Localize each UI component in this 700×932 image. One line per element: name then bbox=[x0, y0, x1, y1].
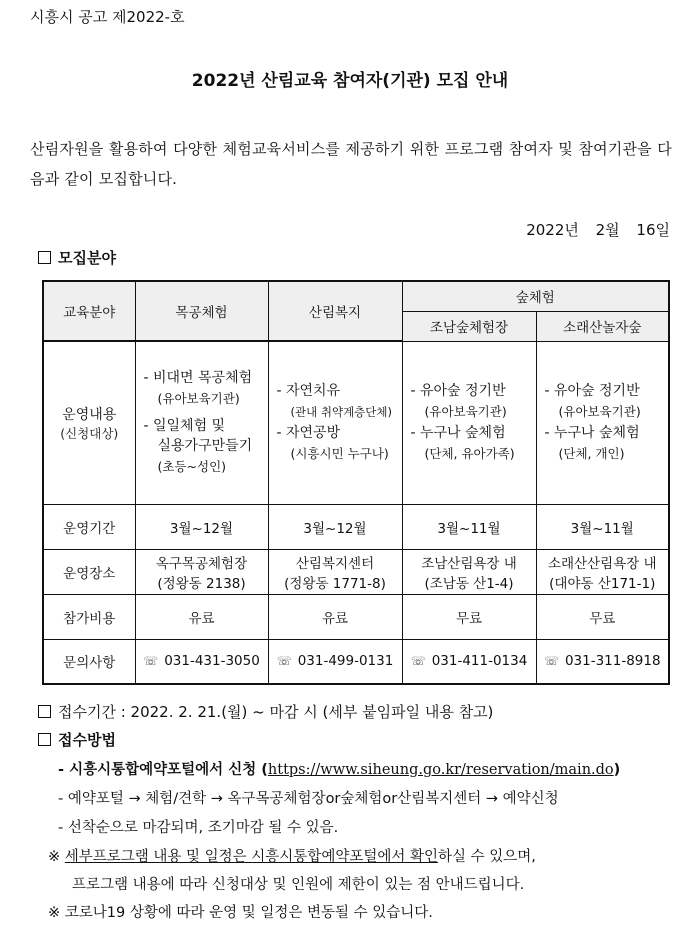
period-welfare: 3월~12월 bbox=[268, 504, 402, 549]
list-item: - 누구나 숲체험 bbox=[410, 424, 506, 441]
checkbox-square-icon bbox=[38, 705, 51, 718]
reservation-portal-link[interactable]: https://www.siheung.go.kr/reservation/main.do bbox=[267, 762, 614, 778]
content-jonam bbox=[402, 341, 536, 504]
list-item-sub: (단체, 개인) bbox=[558, 445, 625, 461]
contact-welfare bbox=[268, 639, 402, 684]
place-welfare bbox=[268, 549, 402, 594]
header-forest: 숲체험 bbox=[402, 281, 669, 311]
period-jonam: 3월~11월 bbox=[402, 504, 536, 549]
place-name: 옥구목공체험장 bbox=[155, 555, 248, 572]
content-label-text: 운영내용 bbox=[62, 406, 117, 423]
checkbox-square-icon bbox=[38, 251, 51, 264]
fee-jonam: 무료 bbox=[402, 594, 536, 639]
place-name: 조남산림욕장 내 bbox=[421, 555, 517, 572]
section-title: 접수방법 bbox=[58, 731, 116, 749]
note-3 bbox=[48, 901, 433, 922]
notice-date: 2022년 2월 16일 bbox=[526, 221, 670, 239]
reference-mark-icon: ※ bbox=[48, 849, 61, 865]
note-text: 하실 수 있으며, bbox=[437, 849, 536, 865]
method-line-2: - 예약포털 → 체험/견학 → 옥구목공체험장or숲체험or산림복지센터 → 예약신청 bbox=[58, 791, 559, 807]
reference-mark-icon: ※ bbox=[48, 905, 61, 921]
fee-welfare: 유료 bbox=[268, 594, 402, 639]
list-item-sub: (시흥시민 누구나) bbox=[290, 445, 389, 461]
contact-label: 문의사항 bbox=[43, 639, 135, 684]
fee-sorae: 무료 bbox=[536, 594, 669, 639]
notice-number: 시흥시 공고 제2022-호 bbox=[30, 8, 185, 26]
method-line-3: - 선착순으로 마감되며, 조기마감 될 수 있음. bbox=[58, 820, 339, 836]
note-text: 코로나19 상황에 따라 운영 및 일정은 변동될 수 있습니다. bbox=[64, 905, 433, 921]
application-period bbox=[38, 701, 493, 722]
period-wood: 3월~12월 bbox=[135, 504, 268, 549]
list-item: - 일일체험 및 bbox=[143, 417, 226, 434]
phone-number: 031-499-0131 bbox=[297, 653, 394, 670]
list-item-sub: (유아보육기관) bbox=[157, 390, 240, 406]
header-wood: 목공체험 bbox=[135, 281, 268, 341]
note-underlined-text: 세부프로그램 내용 및 일정은 시흥시통합예약포털에서 확인 bbox=[64, 849, 438, 865]
place-jonam bbox=[402, 549, 536, 594]
place-wood bbox=[135, 549, 268, 594]
place-address: (대야동 산171-1) bbox=[549, 575, 656, 592]
application-period-text: 접수기간 : 2022. 2. 21.(월) ~ 마감 시 (세부 붙임파일 내용 참고) bbox=[58, 703, 494, 721]
section-application-method bbox=[38, 729, 116, 750]
place-sorae bbox=[536, 549, 669, 594]
fee-wood: 유료 bbox=[135, 594, 268, 639]
list-item: - 유아숲 정기반 bbox=[544, 382, 640, 399]
header-jonam: 조남숲체험장 bbox=[402, 311, 536, 341]
list-item-sub: (초등~성인) bbox=[157, 458, 227, 474]
period-label: 운영기간 bbox=[43, 504, 135, 549]
header-sorae: 소래산놀자숲 bbox=[536, 311, 669, 341]
header-welfare: 산림복지 bbox=[268, 281, 402, 341]
list-item: - 자연치유 bbox=[276, 382, 341, 399]
intro-paragraph: 산림자원을 활용하여 다양한 체험교육서비스를 제공하기 위한 프로그램 참여자 및 참여기관을 다음과 같이 모집합니다. bbox=[30, 140, 672, 188]
list-item: - 비대면 목공체험 bbox=[143, 369, 253, 386]
place-address: (정왕동 1771-8) bbox=[284, 575, 386, 592]
phone-icon: ☏ bbox=[143, 654, 159, 669]
place-label: 운영장소 bbox=[43, 549, 135, 594]
checkbox-square-icon bbox=[38, 733, 51, 746]
place-address: (정왕동 2138) bbox=[157, 575, 246, 592]
content-sorae bbox=[536, 341, 669, 504]
note-1 bbox=[48, 845, 536, 866]
list-item: 실용가구만들기 bbox=[157, 437, 253, 454]
document-title: 2022년 산림교육 참여자(기관) 모집 안내 bbox=[191, 71, 509, 91]
list-item-sub: (유아보육기관) bbox=[424, 403, 507, 419]
header-category: 교육분야 bbox=[43, 281, 135, 341]
list-item: - 자연공방 bbox=[276, 424, 341, 441]
section-title: 모집분야 bbox=[58, 249, 116, 267]
place-name: 산림복지센터 bbox=[295, 555, 375, 572]
list-item-sub: (단체, 유아가족) bbox=[424, 445, 515, 461]
method-line-1: - 시흥시통합예약포털에서 신청 (https://www.siheung.go.kr/reservation/main.do) bbox=[58, 762, 621, 778]
fee-label: 참가비용 bbox=[43, 594, 135, 639]
recruitment-table bbox=[42, 280, 670, 685]
phone-icon: ☏ bbox=[543, 654, 559, 669]
phone-number: 031-411-0134 bbox=[431, 653, 528, 670]
content-welfare bbox=[268, 341, 402, 504]
list-item: - 누구나 숲체험 bbox=[544, 424, 640, 441]
content-label bbox=[43, 341, 135, 504]
place-address: (조남동 산1-4) bbox=[424, 575, 514, 592]
contact-wood bbox=[135, 639, 268, 684]
content-wood bbox=[135, 341, 268, 504]
section-recruitment-fields bbox=[38, 247, 116, 268]
period-sorae: 3월~11월 bbox=[536, 504, 669, 549]
phone-number: 031-311-8918 bbox=[564, 653, 661, 670]
note-2: 프로그램 내용에 따라 신청대상 및 인원에 제한이 있는 점 안내드립니다. bbox=[72, 877, 525, 893]
contact-sorae bbox=[536, 639, 669, 684]
list-item-sub: (유아보육기관) bbox=[558, 403, 641, 419]
phone-number: 031-431-3050 bbox=[164, 653, 260, 670]
method-label: - 시흥시통합예약포털에서 신청 bbox=[58, 762, 257, 778]
contact-jonam bbox=[402, 639, 536, 684]
content-label-sub: (신청대상) bbox=[60, 425, 119, 441]
phone-icon: ☏ bbox=[410, 654, 426, 669]
place-name: 소래산산림욕장 내 bbox=[547, 555, 657, 572]
phone-icon: ☏ bbox=[276, 654, 292, 669]
list-item-sub: (관내 취약계층단체) bbox=[290, 404, 392, 419]
list-item: - 유아숲 정기반 bbox=[410, 382, 506, 399]
